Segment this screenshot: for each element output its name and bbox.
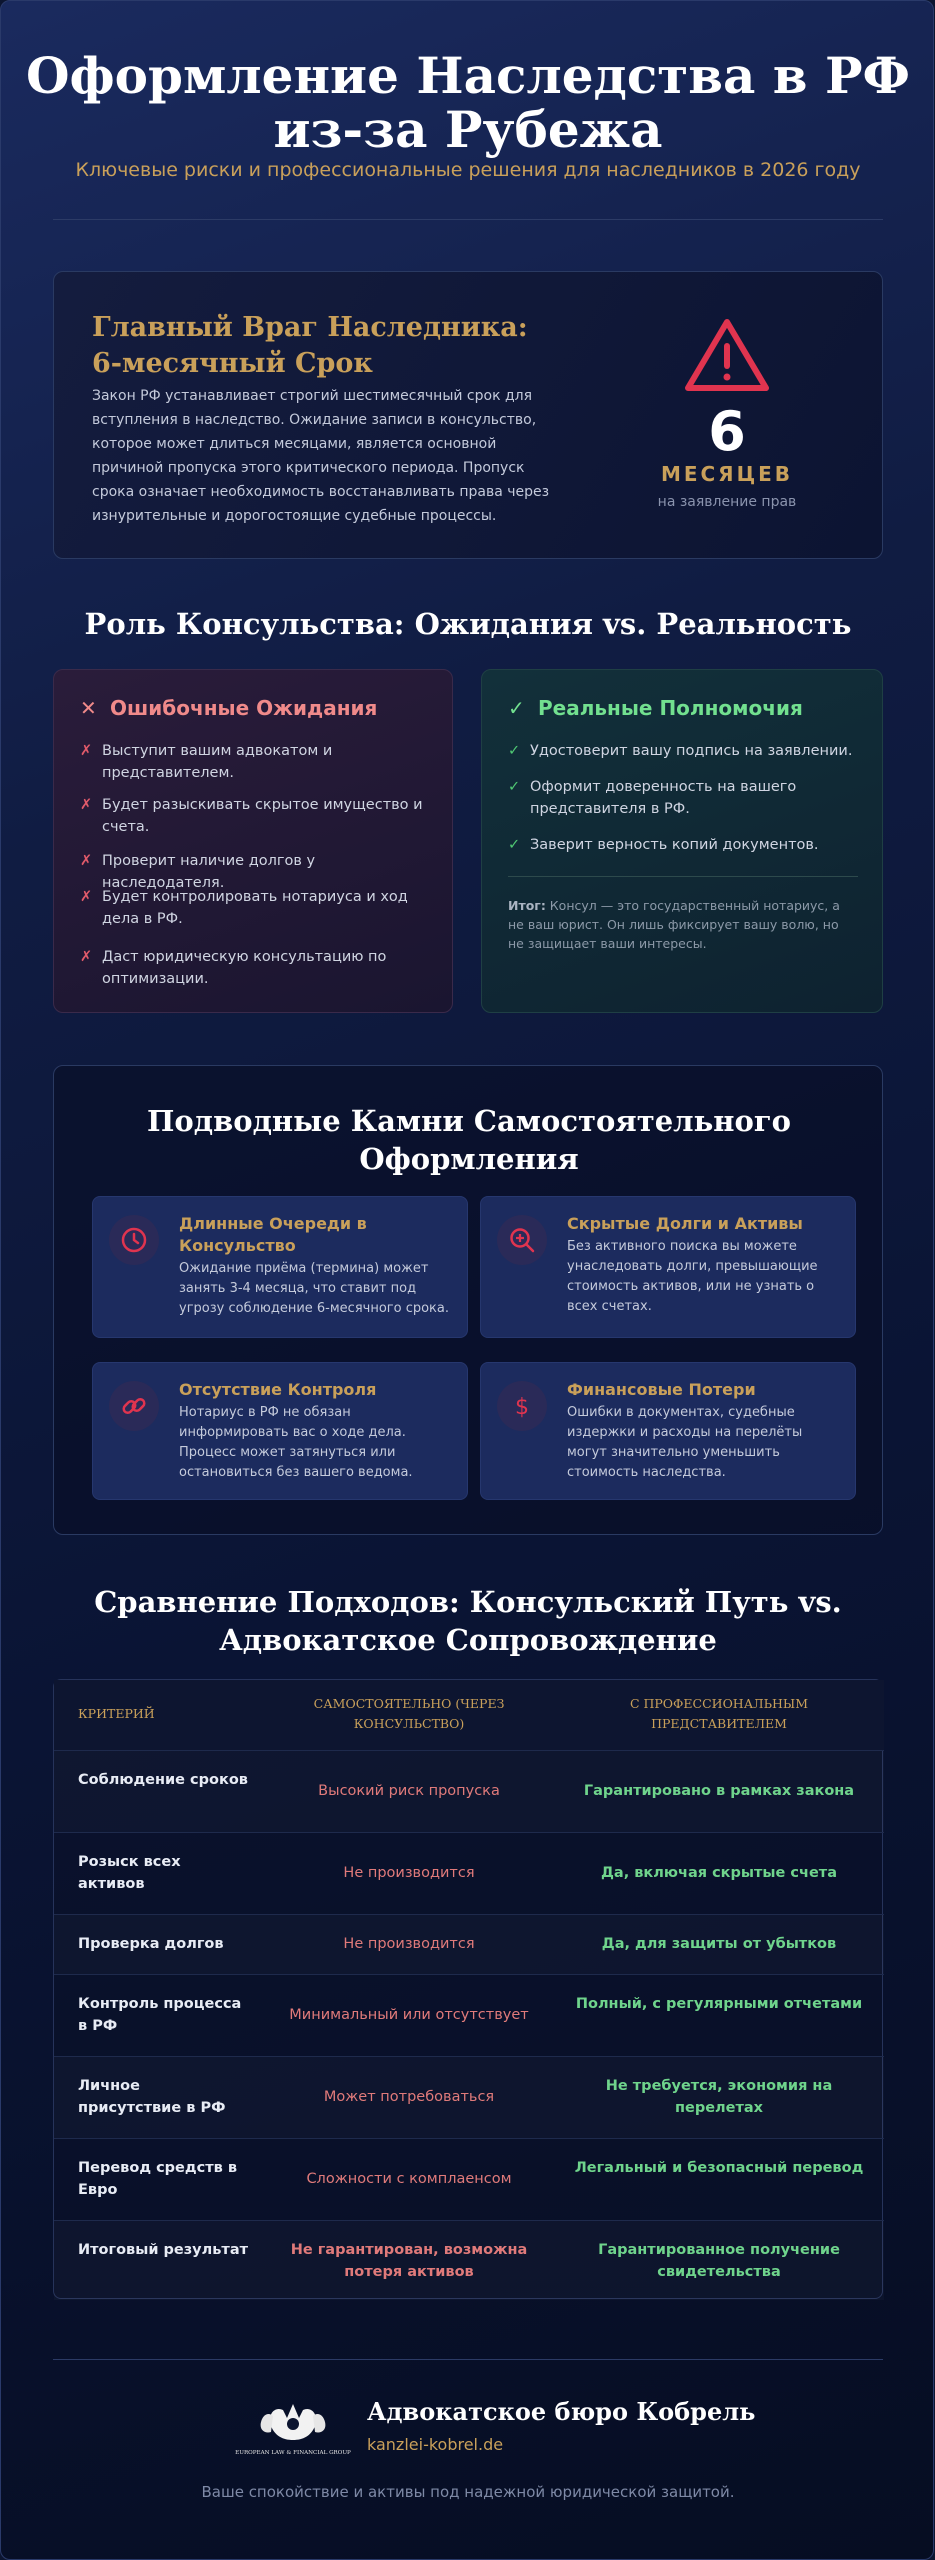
- pitfall-title: Длинные Очереди в Консульство: [179, 1214, 367, 1255]
- dollar-icon: [508, 1392, 536, 1420]
- pitfall-tile: [480, 1196, 856, 1338]
- column-header: С ПРОФЕССИОНАЛЬНЫМ ПРЕДСТАВИТЕЛЕМ: [629, 1696, 809, 1731]
- pitfalls-card: [53, 1065, 883, 1535]
- page-subtitle: Ключевые риски и профессиональные решения для наследников в 2026 году: [75, 159, 861, 181]
- wrong-expectations-card: [53, 669, 453, 1013]
- comparison-table: [53, 1679, 883, 2299]
- pitfall-title: Финансовые Потери: [567, 1380, 756, 1399]
- table-row: Итоговый результат Не гарантирован, возможна потеря активов Гарантированное получение свидетельства: [54, 2220, 884, 2300]
- divider: [53, 2359, 883, 2360]
- table-header: [54, 1680, 884, 1750]
- website-link[interactable]: kanzlei-kobrel.de: [367, 2435, 504, 2454]
- search-plus-icon: [508, 1226, 536, 1254]
- table-row: Розыск всех активов Не производится Да, включая скрытые счета: [54, 1832, 884, 1914]
- list-item: ✗ Будет разыскивать скрытое имущество и счета.: [80, 797, 423, 835]
- pitfall-body: Без активного поиска вы можете унаследовать долги, превышающие стоимость активов, или не узнать о всех счетах.: [567, 1239, 818, 1314]
- column-header: КРИТЕРИЙ: [78, 1706, 155, 1721]
- deadline-card: [53, 271, 883, 559]
- pitfall-title: Скрытые Долги и Активы: [567, 1214, 803, 1233]
- table-row: Личное присутствие в РФ Может потребоваться Не требуется, экономия на перелетах: [54, 2056, 884, 2138]
- check-icon: ✓: [508, 696, 525, 720]
- pitfall-tile: [92, 1362, 468, 1500]
- deadline-unit: МЕСЯЦЕВ: [660, 462, 794, 486]
- pitfall-body: Ожидание приёма (термина) может занять 3-4 месяца, что ставит под угрозу соблюдение 6-месячного срока.: [179, 1261, 449, 1316]
- consulate-heading: Роль Консульства: Ожидания vs. Реальность: [84, 607, 852, 641]
- warning-triangle-icon: [682, 316, 772, 396]
- tagline: Ваше спокойствие и активы под надежной юридической защитой.: [201, 2483, 735, 2501]
- table-row: Контроль процесса в РФ Минимальный или отсутствует Полный, с регулярными отчетами: [54, 1974, 884, 2056]
- list-item: ✗ Выступит вашим адвокатом и представителем.: [80, 743, 333, 781]
- real-powers-title: ✓ Реальные Полномочия: [508, 696, 803, 720]
- pitfall-tile: [92, 1196, 468, 1338]
- table-row: Соблюдение сроков Высокий риск пропуска Гарантировано в рамках закона: [54, 1750, 884, 1832]
- pitfalls-heading: Подводные Камни Самостоятельного Оформления: [147, 1104, 791, 1176]
- wrong-expectations-title: ✕ Ошибочные Ожидания: [80, 696, 378, 720]
- svg-text:EUROPEAN LAW & FINANCIAL GROUP: EUROPEAN LAW & FINANCIAL GROUP: [235, 2450, 351, 2456]
- deadline-title: Главный Враг Наследника: 6-месячный Срок: [92, 312, 528, 379]
- svg-text:$: $: [515, 1395, 529, 1420]
- firm-name: Адвокатское бюро Кобрель: [367, 2397, 756, 2426]
- list-item: ✓ Оформит доверенность на вашего представителя в РФ.: [508, 779, 797, 817]
- firm-logo: [235, 2396, 351, 2458]
- pitfall-tile: [480, 1362, 856, 1500]
- summary-note: Итог: Консул — это государственный нотариус, а не ваш юрист. Он лишь фиксирует вашу волю, но не защищает ваши интересы.: [508, 898, 840, 951]
- comparison-heading: Сравнение Подходов: Консульский Путь vs. Адвокатское Сопровождение: [94, 1585, 842, 1657]
- deadline-caption: на заявление прав: [657, 494, 797, 510]
- column-header: САМОСТОЯТЕЛЬНО (ЧЕРЕЗ КОНСУЛЬСТВО): [313, 1696, 505, 1731]
- pitfall-title: Отсутствие Контроля: [179, 1380, 377, 1399]
- list-item: ✗ Даст юридическую консультацию по оптимизации.: [80, 949, 387, 987]
- link-icon: [120, 1392, 148, 1420]
- pitfall-body: Ошибки в документах, судебные издержки и расходы на перелёты могут значительно уменьшить стоимость наследства.: [567, 1405, 803, 1480]
- page-title: Оформление Наследства в РФ из-за Рубежа: [26, 46, 910, 159]
- real-powers-card: [481, 669, 883, 1013]
- cross-icon: ✕: [80, 696, 97, 720]
- deadline-number: 6: [708, 400, 746, 463]
- list-item: ✓ Удостоверит вашу подпись на заявлении.: [508, 743, 853, 759]
- deadline-body: Закон РФ устанавливает строгий шестимесячный срок для вступления в наследство. Ожидание записи в консульство, которое может длиться месяцами, является основной причиной пропуска этого критического периода. Пропуск срока означает необходимость восстанавливать права через изнурительные и дорогостоящие судебные процессы.: [92, 388, 550, 524]
- list-item: ✗ Проверит наличие долгов у наследодателя.: [80, 853, 316, 891]
- divider: [53, 219, 883, 220]
- table-row: Перевод средств в Евро Сложности с комплаенсом Легальный и безопасный перевод: [54, 2138, 884, 2220]
- table-row: Проверка долгов Не производится Да, для защиты от убытков: [54, 1914, 884, 1974]
- list-item: ✗ Будет контролировать нотариуса и ход дела в РФ.: [80, 889, 408, 927]
- list-item: ✓ Заверит верность копий документов.: [508, 837, 819, 853]
- divider: [508, 876, 858, 877]
- clock-icon: [120, 1226, 148, 1254]
- pitfall-body: Нотариус в РФ не обязан информировать вас о ходе дела. Процесс может затянуться или остановиться без вашего ведома.: [179, 1405, 413, 1480]
